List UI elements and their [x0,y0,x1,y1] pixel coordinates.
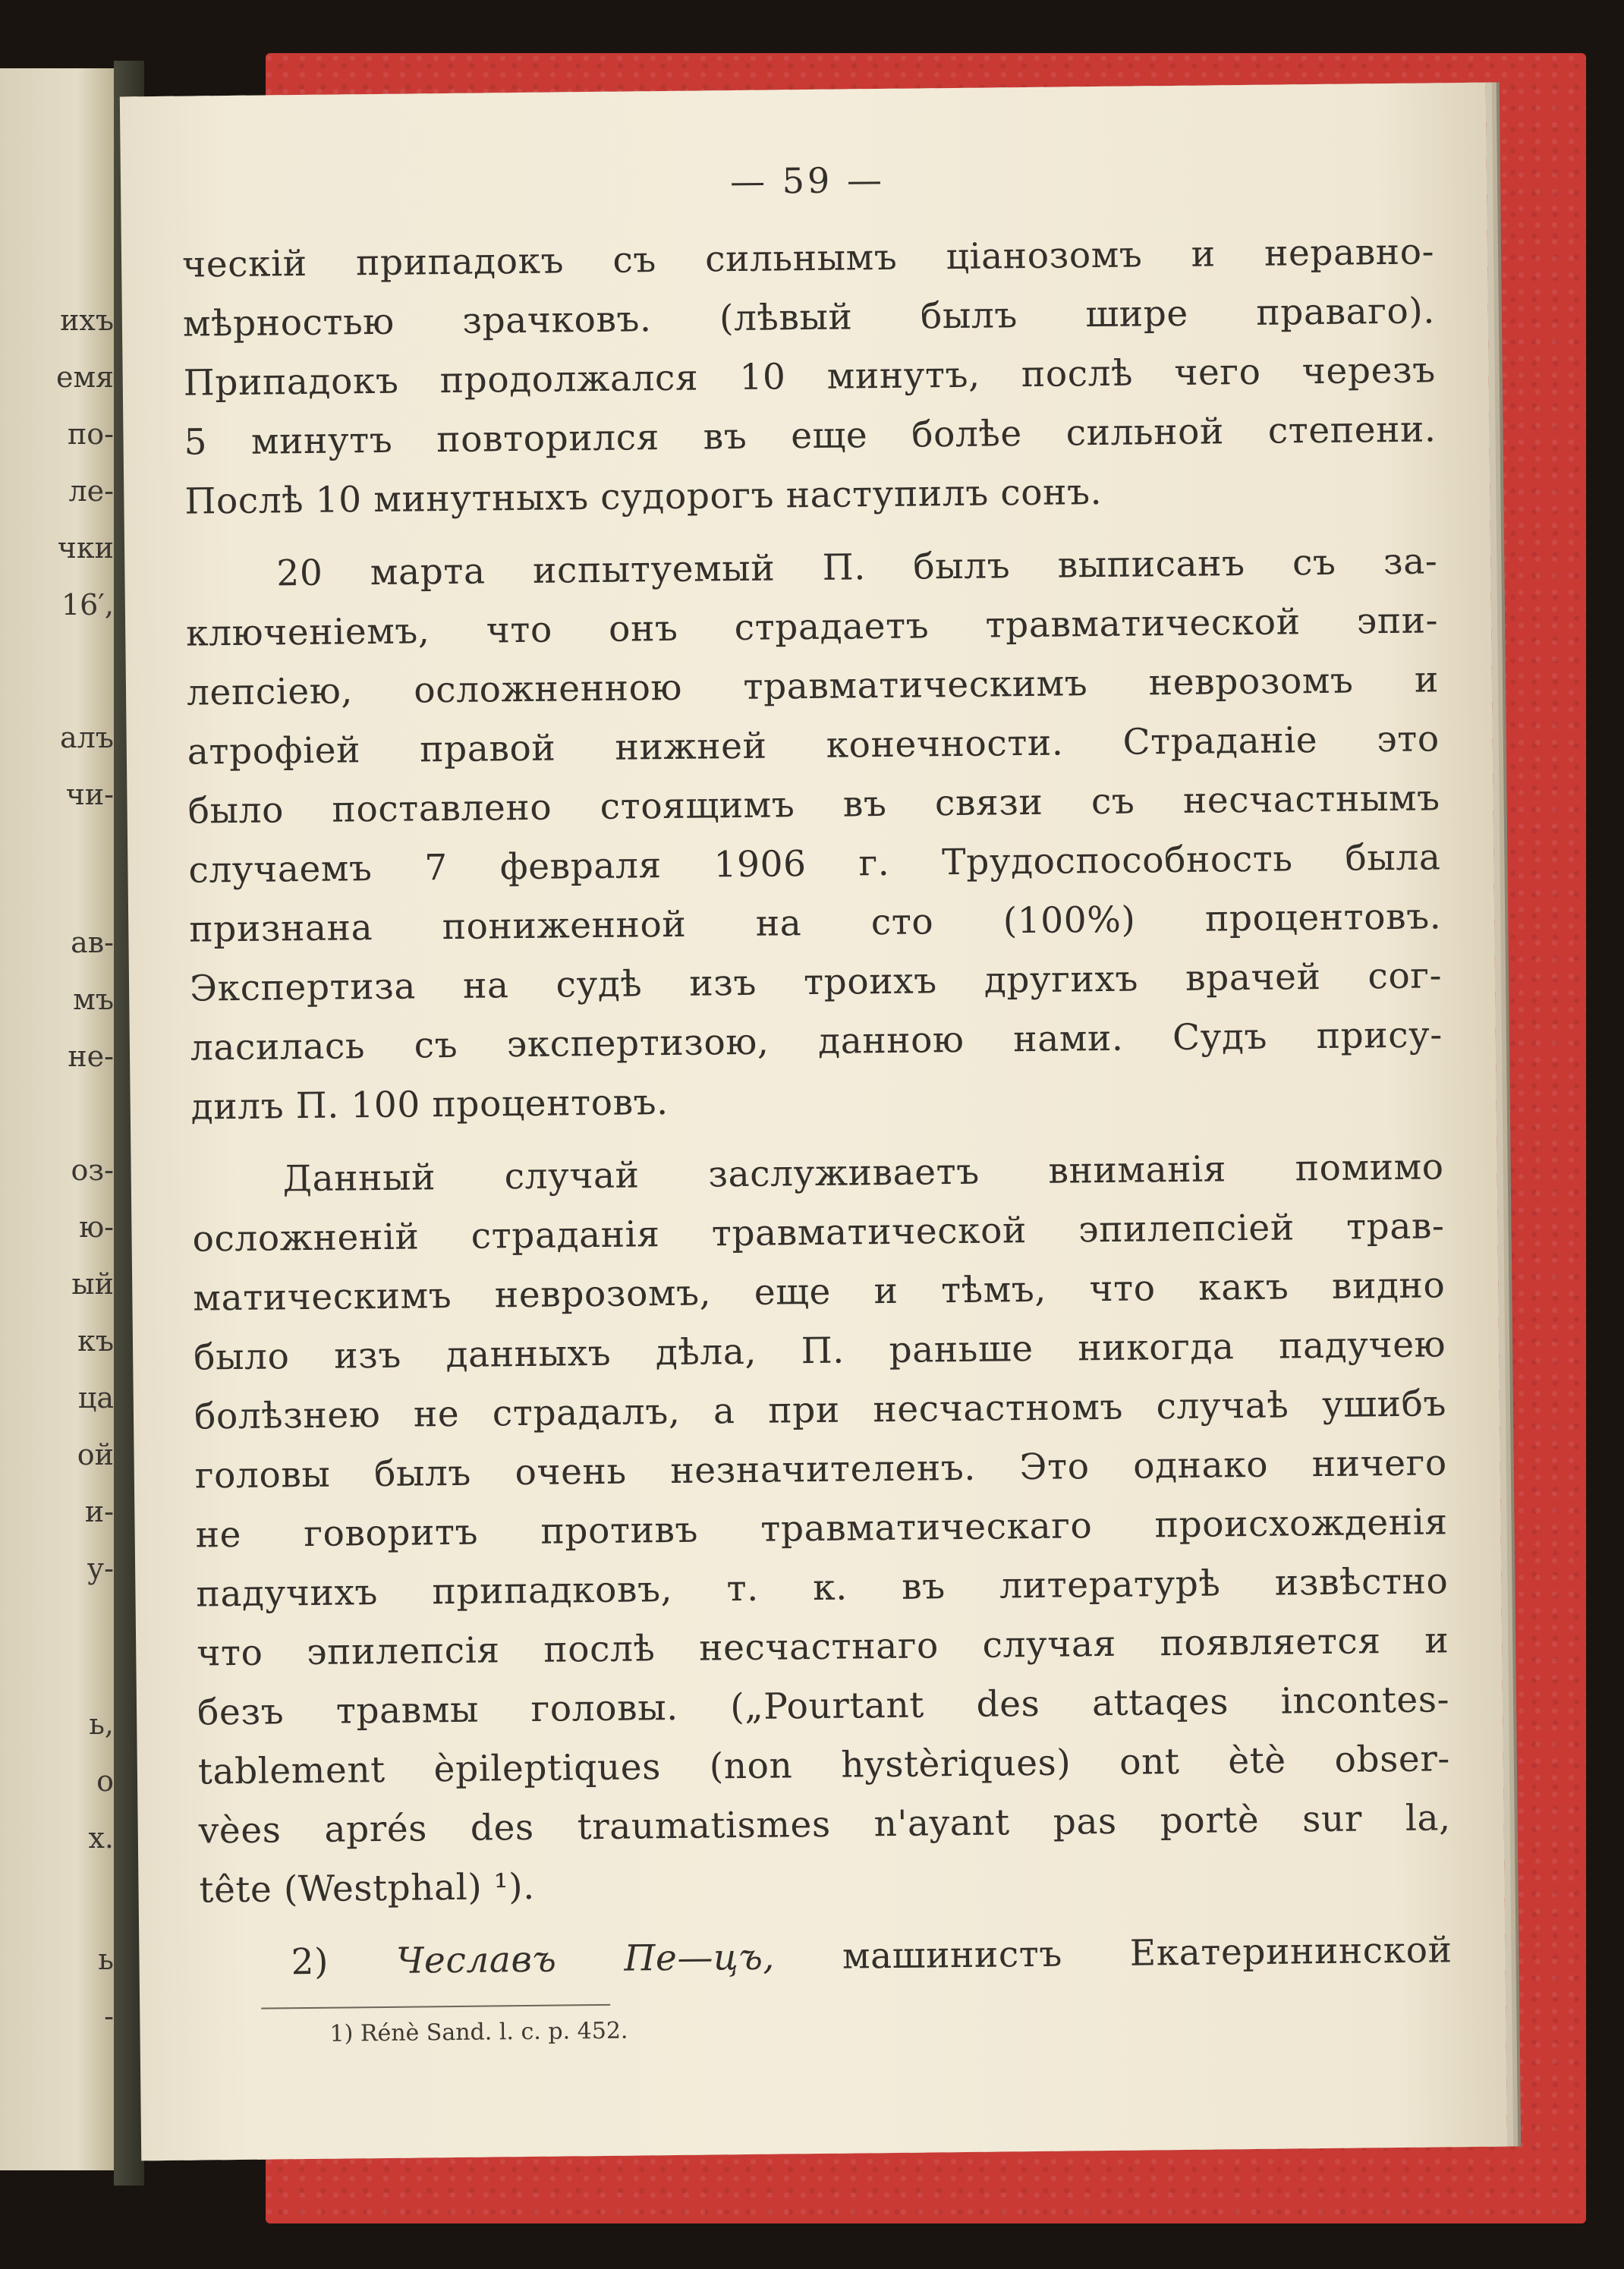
text-line: болѣзнею не страдалъ, а при несчастномъ случаѣ ушибъ [194,1383,1447,1438]
previous-page-fragment: алъ [60,721,114,754]
case-number: 2) [291,1940,329,1984]
text-line: атрофіей правой нижней конечности. Страданіе это [187,718,1440,773]
page-number: — 59 — [729,159,886,203]
previous-page-fragment: ав- [71,926,114,959]
text-line: признана пониженной на сто (100%) процентовъ. [189,895,1442,951]
page-text [181,151,1453,2050]
text-line: ключеніемъ, что онъ страдаетъ травматической эпи- [185,600,1439,655]
previous-page-text [0,68,121,2170]
text-line: Экспертиза на судѣ изъ троихъ другихъ врачей сог- [189,955,1443,1010]
paragraph [185,532,1443,1137]
previous-page-fragment: и- [84,1495,114,1528]
previous-page-fragment: ле- [68,474,114,508]
text-line: Припадокъ продолжался 10 минутъ, послѣ чего черезъ [183,349,1436,404]
previous-page-fragment: ю- [79,1210,114,1244]
previous-page-fragment: - [104,2000,114,2033]
body-text [182,222,1452,1920]
case-description: машинистъ Екатерининской [842,1929,1452,1978]
previous-page-fragment: къ [77,1324,114,1358]
text-line: не говоритъ противъ травматическаго происхожденія [195,1501,1448,1556]
text-line: дилъ П. 100 процентовъ. [190,1081,669,1128]
text-line: было изъ данныхъ дѣла, П. раньше никогда падучею [193,1323,1446,1379]
footnote: 1) Rénè Sand. l. c. p. 452. [329,2017,628,2047]
previous-page-fragment: по- [67,417,114,451]
text-line: 20 марта испытуемый П. былъ выписанъ съ за- [276,540,1438,595]
previous-page-fragment: ой [77,1438,114,1471]
text-line: tablement èpileptiques (non hystèriques) ont ètè obser- [197,1738,1451,1793]
text-line: случаемъ 7 февраля 1906 г. Трудоспособность была [188,836,1441,892]
text-line: безъ травмы головы. („Pourtant des attaqes incontes- [197,1679,1450,1734]
previous-page-fragment: о [96,1764,114,1798]
text-line: ческій припадокъ съ сильнымъ ціанозомъ и неравно- [181,231,1435,286]
previous-page-fragment: чки [57,531,114,565]
text-line: что эпилепсія послѣ несчастнаго случая появляется и [197,1619,1449,1675]
text-line: осложненій страданія травматической эпилепсіей трав- [192,1205,1445,1260]
text-line: vèes aprés des traumatismes n'ayant pas portè sur la, [198,1797,1451,1852]
case-heading [200,1921,1452,1993]
previous-page-fragment: ый [71,1267,114,1301]
text-line: Послѣ 10 минутныхъ судорогъ наступилъ сонъ. [184,470,1103,523]
text-line: лепсіею, осложненною травматическимъ неврозомъ и [186,659,1440,714]
previous-page-fragment: ь [98,1943,114,1976]
footnote-rule [261,2004,610,2009]
previous-page-fragment: не- [68,1040,114,1073]
previous-page-fragment: у- [87,1552,114,1585]
previous-page-fragment: оз- [71,1153,114,1187]
paragraph [182,222,1437,531]
text-line: головы былъ очень незначителенъ. Это однако ничего [194,1442,1448,1497]
previous-page-fragment: 16′, [61,588,114,622]
case-name: Чеславъ Пе—цъ, [395,1936,776,1982]
paragraph [191,1138,1452,1920]
previous-page-fragment: мъ [73,983,114,1016]
text-line: матическимъ неврозомъ, еще и тѣмъ, что какъ видно [193,1264,1446,1320]
previous-page-fragment: ца [77,1381,114,1415]
text-line: мѣрностью зрачковъ. (лѣвый былъ шире праваго). [182,290,1436,345]
text-line: было поставлено стоящимъ въ связи съ несчастнымъ [187,777,1440,832]
text-line: 5 минутъ повторился въ еще болѣе сильной степени. [184,408,1437,464]
book-page [120,83,1507,2161]
previous-page-fragment: ь, [89,1707,114,1741]
previous-page-fragment: чи- [65,778,114,811]
text-line: падучихъ припадковъ, т. к. въ литературѣ извѣстно [196,1560,1449,1616]
previous-page-fragment: емя [55,360,114,394]
previous-page-fragment: ихъ [60,304,114,337]
text-line: Данный случай заслуживаетъ вниманія помимо [282,1146,1444,1201]
text-line: tête (Westphal) ¹). [199,1865,536,1912]
previous-page-fragment: х. [88,1821,114,1855]
text-line: ласилась съ экспертизою, данною нами. Судъ прису- [190,1014,1443,1069]
